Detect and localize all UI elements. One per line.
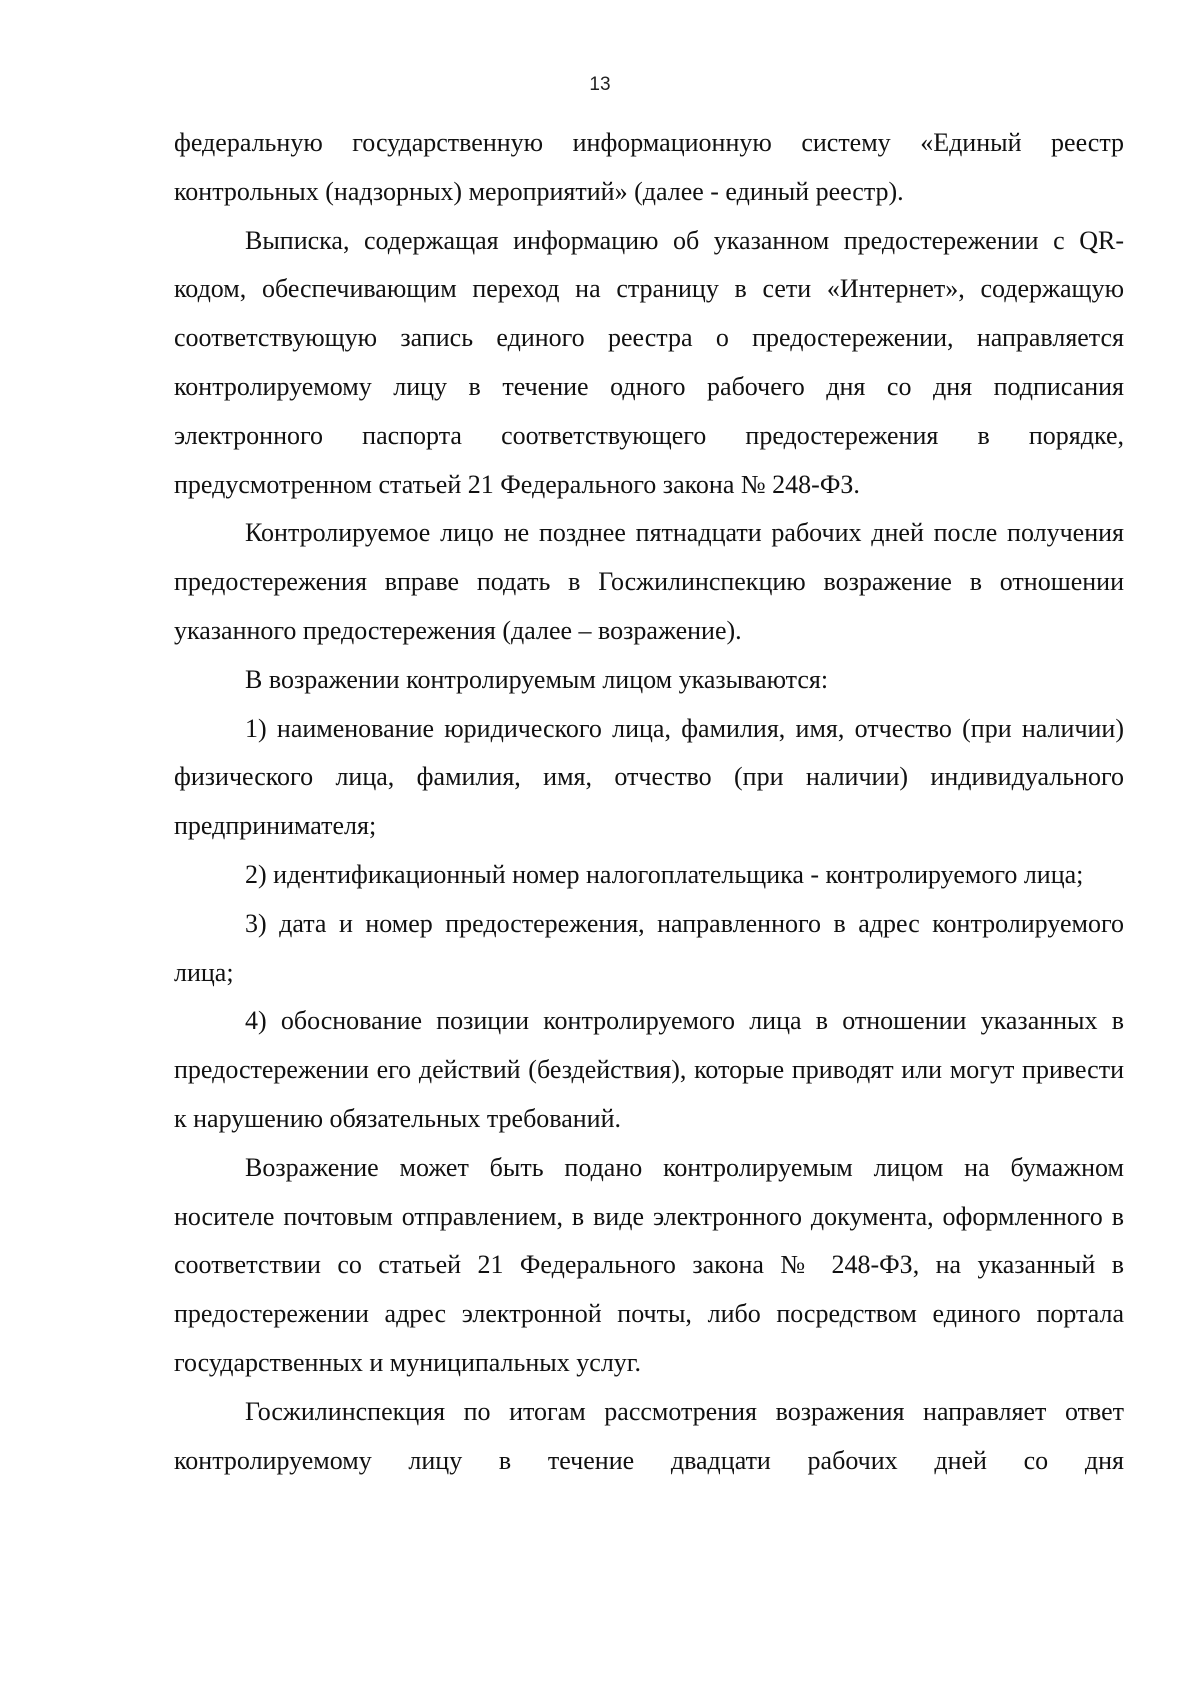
paragraph-response-term: Госжилинспекция по итогам рассмотрения возражения направляет ответ контролируемому лицу в течение двадцати рабочих дней со дня (174, 1396, 1124, 1475)
paragraph-continuation: федеральную государственную информационную систему «Единый реестр контрольных (надзорных) мероприятий» (далее - единый реестр). (174, 128, 1124, 206)
paragraph-objection-contents-intro: В возражении контролируемым лицом указываются: (245, 664, 829, 694)
list-item-4: 4) обоснование позиции контролируемого лица в отношении указанных в предостережении его действий (бездействия), которые приводят или могут привести к нарушению обязательных требований. (174, 1006, 1124, 1133)
list-item-3: 3) дата и номер предостережения, направленного в адрес контролируемого лица; (174, 908, 1124, 987)
paragraph-objection-submission: Возражение может быть подано контролируемым лицом на бумажном носителе почтовым отправлением, в виде электронного документа, оформленного в соответствии со статьей 21 Федерального закона № 248-ФЗ, на указанный в предостережении адрес электронной почты, либо посредством единого портала государственных и муниципальных услуг. (174, 1152, 1124, 1377)
page-number: 13 (589, 74, 611, 95)
paragraph-objection-right: Контролируемое лицо не позднее пятнадцати рабочих дней после получения предостережения вправе подать в Госжилинспекцию возражение в отношении указанного предостережения (далее – возражение). (174, 518, 1124, 645)
paragraph-extract: Выписка, содержащая информацию об указанном предостережении с QR-кодом, обеспечивающим переход на страницу в сети «Интернет», содержащую соответствующую запись единого реестра о предостережении, направляется контролируемому лицу в течение одного рабочего дня со дня подписания электронного паспорта соответствующего предостережения в порядке, предусмотренном статьей 21 Федерального закона № 248-ФЗ. (174, 225, 1124, 499)
list-item-2: 2) идентификационный номер налогоплательщика - контролируемого лица; (245, 859, 1084, 889)
document-body (174, 119, 1124, 1485)
list-item-1: 1) наименование юридического лица, фамилия, имя, отчество (при наличии) физического лица, фамилия, имя, отчество (при наличии) индивидуального предпринимателя; (174, 713, 1124, 841)
